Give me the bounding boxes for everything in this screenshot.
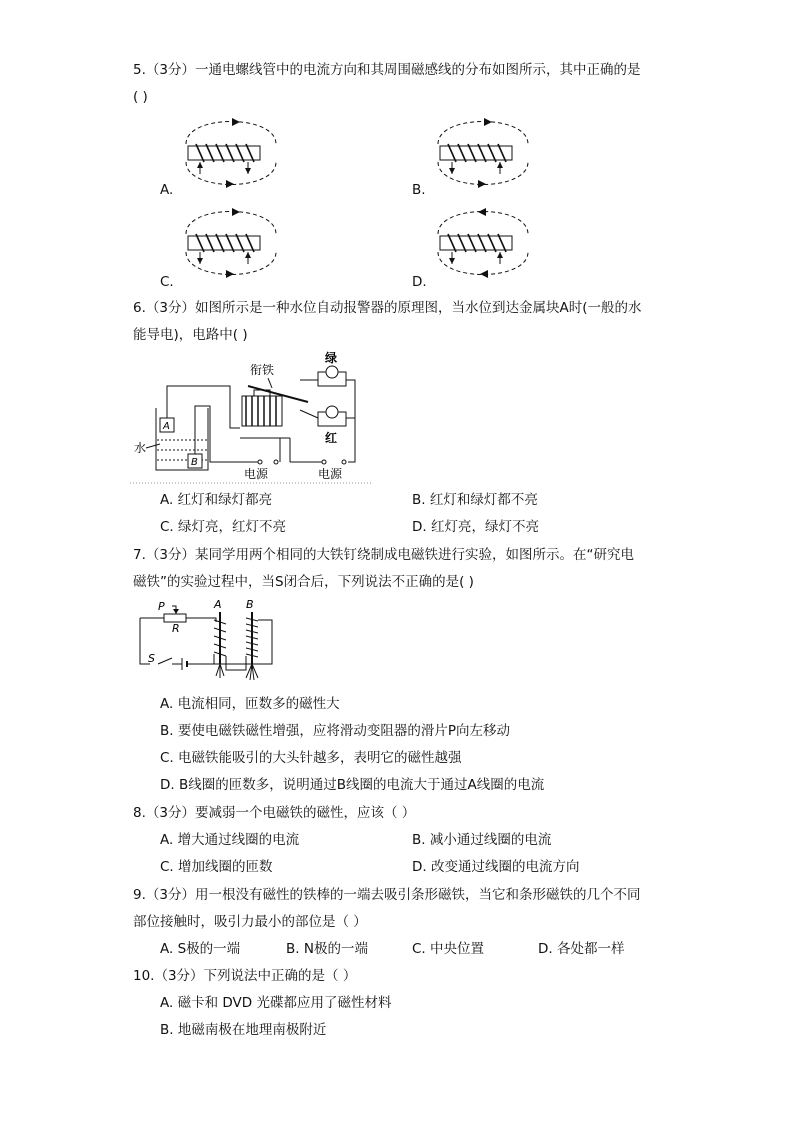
q9-option-d: D. 各处都一样 <box>538 941 625 957</box>
q5-option-a: A. <box>160 182 174 198</box>
q6-red-label: 红 <box>325 431 338 445</box>
q6-block-b-label: B <box>191 457 198 468</box>
q7-stem-line1: 7.（3分）某同学用两个相同的大铁钉绕制成电磁铁进行实验，如图所示。在“研究电 <box>133 547 634 563</box>
q7-electromagnet-circuit-figure <box>134 600 279 686</box>
q5-figure-b <box>428 118 538 188</box>
q8-stem: 8.（3分）要减弱一个电磁铁的磁性，应该（ ） <box>133 805 416 821</box>
q7-option-a: A. 电流相同，匝数多的磁性大 <box>160 696 340 712</box>
q9-stem-line1: 9.（3分）用一根没有磁性的铁棒的一端去吸引条形磁铁，当它和条形磁铁的几个不同 <box>133 887 641 903</box>
q5-figure-a <box>176 118 286 188</box>
q8-option-c: C. 增加线圈的匝数 <box>160 859 273 875</box>
q7-option-b: B. 要使电磁铁磁性增强，应将滑动变阻器的滑片P向左移动 <box>160 723 510 739</box>
q6-option-a: A. 红灯和绿灯都亮 <box>160 492 273 508</box>
q8-option-a: A. 增大通过线圈的电流 <box>160 832 300 848</box>
q8-option-d: D. 改变通过线圈的电流方向 <box>412 859 580 875</box>
q9-stem-line2: 部位接触时，吸引力最小的部位是（ ） <box>133 914 367 930</box>
q6-block-a-label: A <box>163 421 170 432</box>
q5-figure-c <box>176 208 286 278</box>
q5-stem-line2: ( ) <box>133 89 148 105</box>
q8-option-b: B. 减小通过线圈的电流 <box>412 832 552 848</box>
q6-water-label: 水 <box>134 441 147 455</box>
q7-coil-a-label: A <box>214 600 222 611</box>
q7-resistor-r-label: R <box>172 622 180 635</box>
q7-slider-p-label: P <box>158 600 165 613</box>
q6-green-label: 绿 <box>325 351 338 365</box>
q7-stem-line2: 磁铁”的实验过程中，当S闭合后，下列说法不正确的是( ) <box>133 574 474 590</box>
q5-option-d: D. <box>412 274 427 290</box>
q9-option-c: C. 中央位置 <box>412 941 485 957</box>
q10-option-b: B. 地磁南极在地理南极附近 <box>160 1022 327 1038</box>
q9-option-b: B. N极的一端 <box>286 941 368 957</box>
q6-armature-label: 衔铁 <box>250 363 275 377</box>
q6-stem-line1: 6.（3分）如图所示是一种水位自动报警器的原理图，当水位到达金属块A时(一般的水 <box>133 300 642 316</box>
q10-option-a: A. 磁卡和 DVD 光碟都应用了磁性材料 <box>160 995 392 1011</box>
q6-option-b: B. 红灯和绿灯都不亮 <box>412 492 538 508</box>
q5-option-c: C. <box>160 274 174 290</box>
q7-switch-label: S <box>148 652 155 665</box>
q6-alarm-circuit-figure <box>130 350 375 485</box>
q6-option-d: D. 红灯亮，绿灯不亮 <box>412 519 539 535</box>
q7-option-d: D. B线圈的匝数多，说明通过B线圈的电流大于通过A线圈的电流 <box>160 777 545 793</box>
q7-option-c: C. 电磁铁能吸引的大头针越多，表明它的磁性越强 <box>160 750 462 766</box>
q6-power-label-2: 电源 <box>318 467 343 481</box>
q6-option-c: C. 绿灯亮，红灯不亮 <box>160 519 287 535</box>
q7-coil-b-label: B <box>246 600 254 611</box>
q5-option-b: B. <box>412 182 426 198</box>
q6-power-label-1: 电源 <box>244 467 269 481</box>
q10-stem: 10.（3分）下列说法中正确的是（ ） <box>133 968 357 984</box>
q9-option-a: A. S极的一端 <box>160 941 241 957</box>
q6-stem-line2: 能导电)，电路中( ) <box>133 327 248 343</box>
q5-stem-line1: 5.（3分）一通电螺线管中的电流方向和其周围磁感线的分布如图所示，其中正确的是 <box>133 62 641 78</box>
q5-figure-d <box>428 208 538 278</box>
